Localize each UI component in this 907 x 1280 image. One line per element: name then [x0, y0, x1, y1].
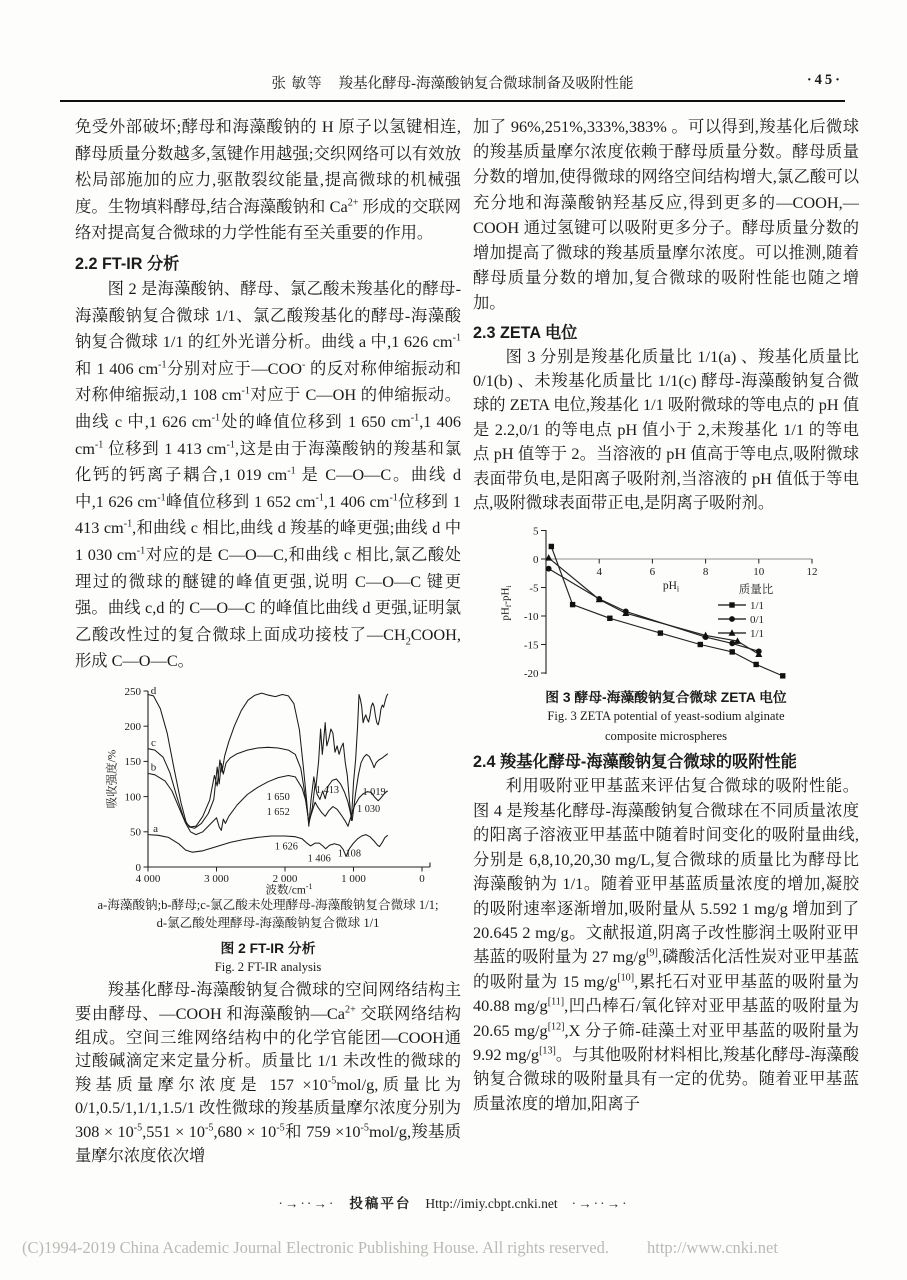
journal-footer	[0, 1192, 907, 1212]
svg-text:-10: -10	[523, 611, 539, 624]
footer-ornament-right: ·→··→·	[571, 1196, 629, 1211]
section-heading-2-4: 2.4 羧基化酵母-海藻酸钠复合微球的吸附性能	[473, 753, 797, 772]
copyright-url: http://www.cnki.net	[647, 1238, 778, 1257]
svg-text:4: 4	[596, 566, 602, 579]
section-heading-2-2: 2.2 FT-IR 分析	[75, 254, 180, 273]
figure-2-note-1: a-海藻酸钠;b-酵母;c-氯乙酸未处理酵母-海藻酸钠复合微球 1/1;	[97, 897, 439, 912]
svg-text:8: 8	[702, 566, 709, 579]
svg-text:a: a	[153, 822, 158, 835]
svg-text:3 000: 3 000	[204, 872, 229, 885]
svg-text:6: 6	[649, 566, 656, 579]
svg-text:1 652: 1 652	[266, 806, 290, 818]
svg-text:1/1: 1/1	[750, 628, 765, 641]
svg-text:1 108: 1 108	[337, 848, 361, 860]
header-authors: 张 敏等	[271, 76, 323, 92]
svg-text:200: 200	[124, 720, 141, 733]
svg-text:100: 100	[124, 791, 141, 804]
svg-text:pHi: $pH_i$	[662, 580, 680, 594]
svg-text:250: 250	[124, 685, 141, 698]
svg-text:pHf-pHi: $pH_f-pH_i$	[499, 585, 513, 622]
figure-3-caption-en-2: composite microspheres	[604, 728, 728, 743]
svg-text:1 019: 1 019	[362, 787, 386, 799]
svg-text:1 626: 1 626	[274, 841, 298, 853]
copyright-line	[22, 1238, 907, 1258]
paragraph-mechanics: 免受外部破坏;酵母和海藻酸钠的 H 原子以氢键相连,酵母质量分数越多,氢键作用越强;交织网络可以有效放松局部施加的应力,驱散裂纹能量,提高微球的机械强度。生物填料酵母,结合海藻酸钠和 $Ca^{2+}$ 形成的交联网络对提高复合微球的力学性能有至关重要的作用。	[75, 117, 461, 243]
right-column	[473, 114, 859, 1186]
section-heading-2-3: 2.3 ZETA 电位	[473, 323, 578, 342]
svg-text:0: 0	[135, 861, 141, 874]
svg-text:质量比: 质量比	[738, 584, 774, 597]
svg-text:-15: -15	[523, 639, 539, 652]
page-header	[60, 72, 845, 96]
header-rule	[60, 100, 845, 102]
footer-ornament-left: ·→··→·	[278, 1196, 336, 1211]
paragraph-ftir: 图 2 是海藻酸钠、酵母、氯乙酸未羧基化的酵母-海藻酸钠复合微球 1/1、氯乙酸羧基化的酵母-海藻酸钠复合微球 1/1 的红外光谱分析。曲线 a 中,1 626 $cm^{-1}$和 1 406 $cm^{-1}$分别对应于—COO- 的反对称伸缩振动和对称伸缩振动,1 108 $cm^{-1}$对应于 C—OH 的伸缩振动。曲线 c 中,1 626 $cm^{-1}$处的峰值位移到 1 650 $cm^{-1},1$ 406 $cm^{-1}$ 位移到 1 413 $cm^{-1}$,这是由于海藻酸钠的羧基和氯化钙的钙离子耦合,1 019 $cm^{-1}$ 是 C—O—C。曲线 d 中,1 626 $cm^{-1}$峰值位移到 1 652 $cm^{-1},1$ 406 $cm^{-1}$位移到 1 413 $cm^{-1}$,和曲线 c 相比,曲线 d 羧基的峰更强;曲线 d 中 1 030 $cm^{-1}$对应的是 C—O—C,和曲线 c 相比,氯乙酸处理过的微球的醚键的峰值更强,说明 C—O—C 键更强。曲线 c,d 的 C—O—C 的峰值比曲线 d 更强,证明氯乙酸改性过的复合微球上面成功接枝了$—CH_2COOH$,形成 C—O—C。	[75, 278, 461, 671]
paragraph-zeta: 图 3 分别是羧基化质量比 1/1(a) 、羧基化质量比 0/1(b) 、未羧基化质量比 1/1(c) 酵母-海藻酸钠复合微球的 ZETA 电位,羧基化 1/1 吸附微球的等电点的 pH 值是 2.2,0/1 的等电点 pH 值小于 2,未羧基化 1/1 的等电点 pH 值等于 2。当溶液的 pH 值高于等电点,吸附微球表面带负电,是阳离子吸附剂,当溶液的 pH 值低于等电点,吸附微球表面带正电,是阴离子吸附剂。	[473, 346, 859, 513]
figure-2-caption-en: Fig. 2 FT-IR analysis	[214, 959, 322, 974]
figure-2-note-2: d-氯乙酸处理酵母-海藻酸钠复合微球 1/1	[156, 916, 380, 931]
svg-text:b: b	[150, 761, 157, 774]
svg-text:0/1: 0/1	[750, 614, 765, 627]
svg-text:150: 150	[124, 756, 141, 769]
figure-3	[473, 519, 859, 745]
footer-platform-label: 投稿平台	[349, 1196, 412, 1211]
paragraph-adsorption: 利用吸附亚甲基蓝来评估复合微球的吸附性能。图 4 是羧基化酵母-海藻酸钠复合微球在不同质量浓度的阳离子溶液亚甲基蓝中随着时间变化的吸附量曲线,分别是 6,8,10,20,30 mg/L,复合微球的质量比为酵母比海藻酸钠为 1/1。随着亚甲基蓝质量浓度的增加,凝胶的吸附速率逐渐增加,吸附量从 5.592 1 mg/g 增加到了 20.645 2 mg/g。文献报道,阴离子改性膨润土吸附亚甲基蓝的吸附量为 27 mg/g[9],磷酸活化活性炭对亚甲基蓝的吸附量为 15 mg/g[10],累托石对亚甲基蓝的吸附量为 40.88 mg/g[11],凹凸棒石/氧化锌对亚甲基蓝的吸附量为 20.65 mg/g[12],X 分子筛-硅藻土对亚甲基蓝的吸附量为 9.92 mg/g[13]。与其他吸附材料相比,羧基化酵母-海藻酸钠复合微球的吸附量具有一定的优势。随着亚甲基蓝质量浓度的增加,阳离子	[473, 776, 859, 1113]
svg-text:1 030: 1 030	[356, 803, 381, 815]
running-head	[60, 72, 845, 93]
svg-text:12: 12	[806, 566, 818, 579]
ftir-chart	[100, 679, 436, 896]
svg-text:1 000: 1 000	[341, 872, 366, 885]
figure-2	[75, 679, 461, 977]
svg-text:1 413: 1 413	[315, 784, 340, 796]
svg-text:5: 5	[533, 525, 539, 538]
svg-text:4 000: 4 000	[135, 872, 161, 885]
footer-url: Http://imiy.cbpt.cnki.net	[425, 1196, 558, 1211]
two-column-body	[75, 114, 859, 1186]
svg-text:吸收强度/%: 吸收强度/%	[106, 749, 119, 809]
header-title: 羧基化酵母-海藻酸钠复合微球制备及吸附性能	[338, 76, 634, 92]
svg-text:-20: -20	[523, 668, 539, 681]
paragraph-network: 羧基化酵母-海藻酸钠复合微球的空间网络结构主要由酵母、—COOH 和海藻酸钠$—Ca^{2+}$ 交联网络结构组成。空间三维网络结构中的化学官能团—COOH通过酸碱滴定来定量分析。质量比 1/1 未改性的微球的羧基质量摩尔浓度是 $157 \times 10^{-5}mol/g$,质量比为 0/1,0.5/1,1/1,1.5/1 改性微球的羧基质量摩尔浓度分别为 $308 \times 10^{-5},551 \times 10^{-5},680 \times 10^{-5}$和 $759 \times 10^{-5}mol/g$,羧基质量摩尔浓度依次增	[75, 980, 461, 1165]
page-number: ·45·	[806, 72, 843, 88]
svg-text:0: 0	[419, 872, 425, 885]
svg-text:1 650: 1 650	[266, 791, 290, 803]
zeta-chart	[494, 519, 838, 682]
svg-text:1 406: 1 406	[307, 853, 331, 865]
figure-3-caption-cn: 图 3 酵母-海藻酸钠复合微球 ZETA 电位	[545, 690, 787, 706]
svg-text:-5: -5	[529, 582, 539, 595]
svg-text:0: 0	[533, 554, 539, 567]
svg-text:50: 50	[130, 826, 141, 839]
svg-text:2 000: 2 000	[272, 872, 298, 885]
svg-text:10: 10	[753, 566, 765, 579]
figure-3-caption-en-1: Fig. 3 ZETA potential of yeast-sodium alginate	[547, 709, 785, 724]
svg-text:1/1: 1/1	[750, 600, 765, 613]
paragraph-carboxyl: 加了 96%,251%,333%,383% 。可以得到,羧基化后微球的羧基质量摩尔浓度依赖于酵母质量分数。酵母质量分数的增加,使得微球的网络空间结构增大,氯乙酸可以充分地和海藻酸钠羟基反应,得到更多的—COOH,—COOH 通过氢键可以吸附更多分子。酵母质量分数的增加提高了微球的羧基质量摩尔浓度。可以推测,随着酵母质量分数的增加,复合微球的吸附性能也随之增加。	[473, 117, 859, 313]
svg-text:波数/cm-1: 波数$/cm^{-1}$	[265, 882, 313, 896]
left-column	[75, 114, 461, 1186]
copyright-text: (C)1994-2019 China Academic Journal Electronic Publishing House. All rights reserved.	[22, 1238, 610, 1257]
figure-2-caption-cn: 图 2 FT-IR 分析	[220, 940, 316, 956]
svg-text:d: d	[150, 684, 157, 697]
svg-text:c: c	[151, 736, 156, 749]
